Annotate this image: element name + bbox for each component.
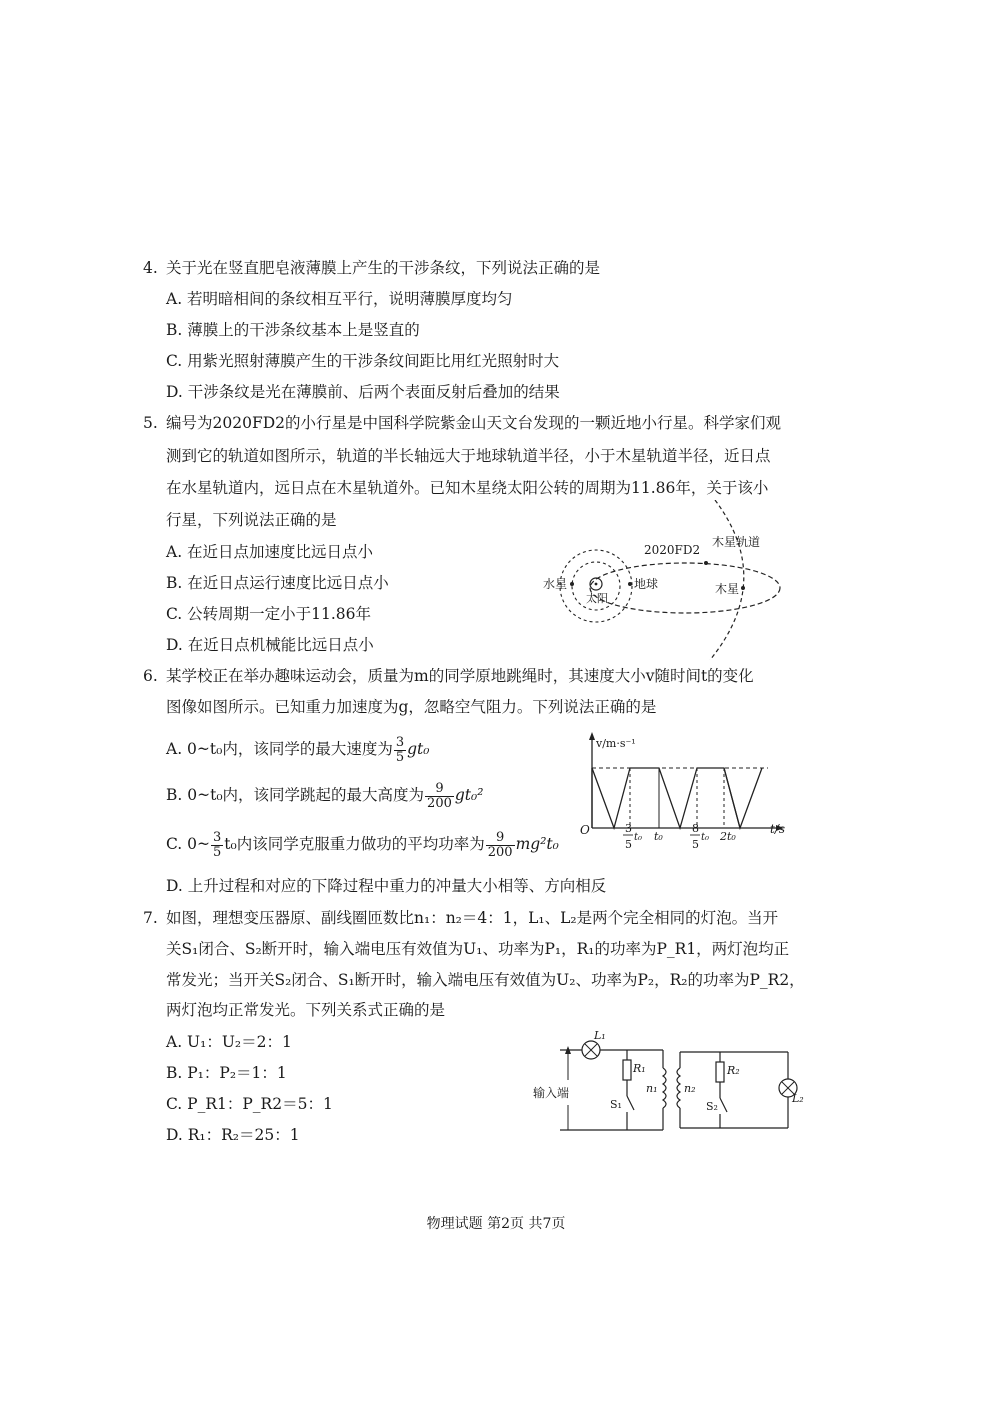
q6-option-a-prefix: A. 0~t₀内，该同学的最大速度为 <box>166 740 393 758</box>
q4-stem: 关于光在竖直肥皂液薄膜上产生的干涉条纹，下列说法正确的是 <box>166 259 601 277</box>
orbit-figure <box>530 500 800 660</box>
q6-option-a-fraction: $\frac{3}{5}$ <box>395 734 405 765</box>
tick-8-5-num: 8 <box>692 822 699 835</box>
switch-s2-label: S₂ <box>706 1100 718 1113</box>
tick-3-5-den: 5 <box>625 838 632 851</box>
q6-option-b-suffix: gt₀² <box>454 786 484 804</box>
switch-s2-icon <box>720 1098 727 1112</box>
q6-stem-line-2: 图像如图所示。已知重力加速度为g，忽略空气阻力。下列说法正确的是 <box>166 698 657 716</box>
q6-option-a-suffix: gt₀ <box>407 740 430 758</box>
q7-option-a: A. U₁：U₂＝2：1 <box>166 1033 292 1051</box>
q6-stem-line-1: 某学校正在举办趣味运动会，质量为m的同学原地跳绳时，其速度大小v随时间t的变化 <box>166 667 754 685</box>
tick-2t0-label: 2t₀ <box>720 830 736 843</box>
q5-stem-line-2: 测到它的轨道如图所示，轨道的半长轴远大于地球轨道半径，小于木星轨道半径，近日点 <box>166 447 771 465</box>
q6-option-c-suffix: mg²t₀ <box>515 835 559 853</box>
q6-option-c <box>166 826 559 862</box>
q6-number: 6. <box>143 667 158 685</box>
primary-turns-label: n₁ <box>646 1082 658 1095</box>
q4-option-d: D. 干涉条纹是光在薄膜前、后两个表面反射后叠加的结果 <box>166 383 560 401</box>
jupiter-orbit-arc <box>710 500 744 660</box>
asteroid-orbit <box>590 563 780 613</box>
q5-option-b: B. 在近日点运行速度比远日点小 <box>166 574 389 592</box>
q6-option-b-prefix: B. 0~t₀内，该同学跳起的最大高度为 <box>166 786 425 804</box>
secondary-coil-icon <box>677 1068 680 1108</box>
q6-option-c-fraction: $\frac{9}{200}$ <box>487 829 513 860</box>
origin-label: O <box>580 823 590 837</box>
asteroid-label: 2020FD2 <box>644 543 701 557</box>
q7-stem-line-1: 如图，理想变压器原、副线圈匝数比n₁：n₂＝4：1，L₁、L₂是两个完全相同的灯泡。当开 <box>166 909 779 927</box>
mercury-label: 水星 <box>543 577 568 591</box>
q5-stem-line-1: 编号为2020FD2的小行星是中国科学院紫金山天文台发现的一颗近地小行星。科学家们观 <box>166 414 781 432</box>
q7-number: 7. <box>143 909 158 927</box>
secondary-turns-label: n₂ <box>684 1082 696 1095</box>
switch-s1-label: S₁ <box>610 1098 622 1111</box>
jupiter-label: 木星 <box>715 582 740 596</box>
jupiter-marker <box>741 586 745 590</box>
q6-option-a <box>166 731 430 767</box>
q6-option-c-time-fraction: $\frac{3}{5}$ <box>213 829 222 860</box>
resistor-r2-icon <box>716 1062 724 1082</box>
q4-number: 4. <box>143 259 158 277</box>
input-terminal-label: 输入端 <box>533 1086 570 1100</box>
q5-option-c: C. 公转周期一定小于11.86年 <box>166 605 372 623</box>
earth-marker <box>628 582 632 586</box>
q6-option-b-fraction: $\frac{9}{200}$ <box>427 780 452 811</box>
q7-option-d: D. R₁：R₂＝25：1 <box>166 1126 300 1144</box>
v-axis-arrow <box>589 732 595 740</box>
tick-t0-label: t₀ <box>654 830 663 843</box>
q7-stem-line-3: 常发光；当开关S₂闭合、S₁断开时，输入端电压有效值为U₂、功率为P₂，R₂的功率为P_R2， <box>166 971 805 989</box>
q6-option-d: D. 上升过程和对应的下降过程中重力的冲量大小相等、方向相反 <box>166 877 607 895</box>
vt-graph <box>572 730 792 860</box>
resistor-r2-label: R₂ <box>727 1064 740 1077</box>
earth-orbit <box>560 550 632 622</box>
q7-option-c: C. P_R1：P_R2＝5：1 <box>166 1095 333 1113</box>
primary-coil-icon <box>663 1068 666 1108</box>
q5-number: 5. <box>143 414 158 432</box>
q5-option-d: D. 在近日点机械能比远日点小 <box>166 636 374 654</box>
q5-stem-line-3: 在水星轨道内，远日点在木星轨道外。已知木星绕太阳公转的周期为11.86年，关于该小 <box>166 479 769 497</box>
q5-stem-line-4: 行星，下列说法正确的是 <box>166 511 337 529</box>
transformer-circuit <box>530 1030 810 1140</box>
asteroid-marker <box>704 561 708 565</box>
q6-option-c-prefix: C. 0~ <box>166 835 211 853</box>
earth-label: 地球 <box>634 577 659 591</box>
jupiter-orbit-label: 木星轨道 <box>712 535 761 549</box>
q4-option-a: A. 若明暗相间的条纹相互平行，说明薄膜厚度均匀 <box>166 290 513 308</box>
q4-option-c: C. 用紫光照射薄膜产生的干涉条纹间距比用红光照射时大 <box>166 352 560 370</box>
q6-option-c-mid: t₀内该同学克服重力做功的平均功率为 <box>224 835 485 853</box>
page-footer: 物理试题 第2页 共7页 <box>426 1216 566 1232</box>
q5-option-a: A. 在近日点加速度比远日点小 <box>166 543 374 561</box>
lamp-l2-label: L₂ <box>792 1092 804 1105</box>
q4-option-b: B. 薄膜上的干涉条纹基本上是竖直的 <box>166 321 420 339</box>
switch-s1-icon <box>627 1096 634 1110</box>
resistor-r1-icon <box>623 1060 631 1080</box>
resistor-r1-label: R₁ <box>633 1062 646 1075</box>
tick-3-5-unit: t₀ <box>634 832 643 843</box>
tick-8-5-den: 5 <box>692 838 699 851</box>
tick-3-5-num: 3 <box>625 822 632 835</box>
velocity-curve <box>592 768 762 828</box>
sun-label: 太阳 <box>586 592 608 605</box>
q6-option-b <box>166 777 483 813</box>
q7-option-b: B. P₁：P₂＝1：1 <box>166 1064 287 1082</box>
mercury-marker <box>570 582 574 586</box>
v-axis-label: v/m·s⁻¹ <box>596 737 636 750</box>
q7-stem-line-4: 两灯泡均正常发光。下列关系式正确的是 <box>166 1001 446 1019</box>
tick-8-5-unit: t₀ <box>701 832 710 843</box>
lamp-l1-label: L₁ <box>594 1030 606 1042</box>
t-axis-label: t/s <box>770 822 786 836</box>
q7-stem-line-2: 关S₁闭合、S₂断开时，输入端电压有效值为U₁、功率为P₁，R₁的功率为P_R1，两灯泡均正 <box>166 940 790 958</box>
